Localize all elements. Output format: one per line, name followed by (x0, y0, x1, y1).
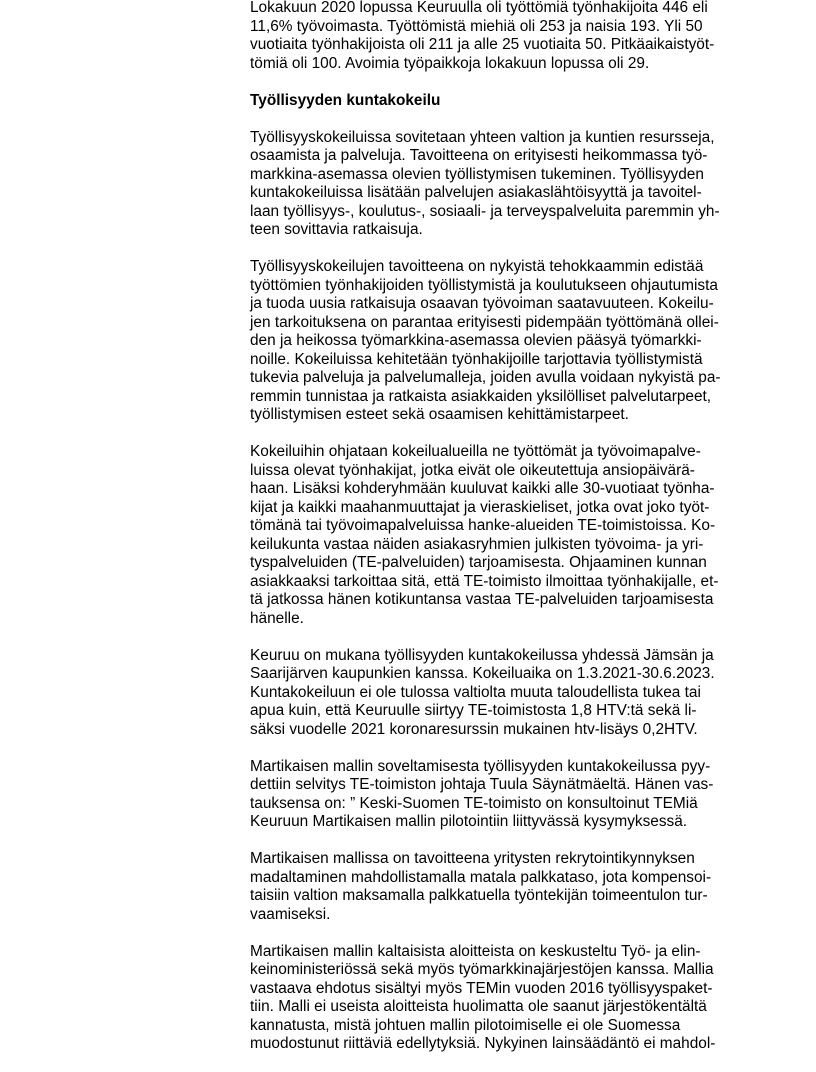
text-line: kannatusta, mistä johtuen mallin pilotoimiselle ei ole Suomessa (250, 1016, 681, 1034)
text-line: työttömien työnhakijoiden työllistymistä ja koulutukseen ohjautumista (250, 276, 718, 294)
paragraph-keuruu (250, 647, 746, 740)
text-line: Keuruu on mukana työllisyyden kuntakokeilussa yhdessä Jämsän ja (250, 646, 714, 664)
text-line: taisiin valtion maksamalla palkkatuella työntekijän toimeentulon tur- (250, 887, 708, 904)
text-line: vastaava ehdotus sisältyi myös TEMin vuoden 2016 työllisyyspaket- (250, 979, 713, 997)
paragraph-goals (250, 258, 746, 425)
text-line: tä jatkossa hänen kotikuntansa vastaa TE-palveluiden tarjoamisesta (250, 591, 714, 608)
text-line: Lokakuun 2020 lopussa Keuruulla oli työttömiä työnhakijoita 446 eli (250, 0, 708, 16)
text-line: tyspalveluiden (TE-palveluiden) tarjoamisesta. Ohjaaminen kunnan (250, 554, 707, 571)
document-page (250, 0, 746, 1072)
text-line: laan työllisyys-, koulutus-, sosiaali- ja terveyspalveluita paremmin yh- (250, 202, 720, 220)
text-line: ja tuoda uusia ratkaisuja osaavan työvoiman saatavuuteen. Kokeilu- (250, 295, 714, 312)
paragraph-martikainen-goal (250, 850, 746, 924)
text-line: säksi vuodelle 2021 koronaresurssin mukainen htv-lisäys 0,2HTV. (250, 720, 698, 738)
paragraph-martikainen-inquiry (250, 758, 746, 832)
text-line: Martikaisen mallissa on tavoitteena yritysten rekrytointikynnyksen (250, 850, 695, 867)
text-line: remmin tunnistaa ja ratkaista asiakkaiden yksilölliset palvelutarpeet, (250, 387, 712, 405)
text-line: apua kuin, että Keuruulle siirtyy TE-toimistosta 1,8 HTV:tä sekä li- (250, 702, 697, 719)
text-line: tukevia palveluja ja palvelumalleja, joiden avulla voidaan nykyistä pa- (250, 369, 721, 386)
text-line: tauksensa on: ” Keski-Suomen TE-toimisto on konsultoinut TEMiä (250, 794, 698, 812)
text-line: tiin. Malli ei useista aloitteista huolimatta ole saanut järjestökentältä (250, 998, 707, 1015)
text-line: den ja heikossa työmarkkina-asemassa olevien pääsyä työmarkki- (250, 332, 702, 349)
text-line: Keuruun Martikaisen mallin pilotointiin liittyvässä kysymyksessä. (250, 813, 688, 830)
text-line: dettiin selvitys TE-toimiston johtaja Tuula Säynätmäeltä. Hänen vas- (250, 776, 714, 793)
text-line: tömänä tai työvoimapalveluissa hanke-alueiden TE-toimistoissa. Ko- (250, 517, 716, 534)
text-line: luissa olevat työnhakijat, jotka eivät ole oikeutettuja ansiopäivärä- (250, 461, 695, 479)
text-line: noille. Kokeiluissa kehitetään työnhakijoille tarjottavia työllistymistä (250, 350, 703, 368)
text-line: vuotiaita työnhakijoista oli 211 ja alle 25 vuotiaita 50. Pitkäaikaistyöt- (250, 36, 715, 53)
text-line: Kokeiluihin ohjataan kokeilualueilla ne työttömät ja työvoimapalve- (250, 443, 701, 460)
text-line: kijat ja kaikki maahanmuuttajat ja vieraskieliset, jotka ovat joko työt- (250, 498, 710, 516)
text-line: vaamiseksi. (250, 905, 331, 923)
text-line: jen tarkoituksena on parantaa erityisesti pidempään työttömänä ollei- (250, 313, 719, 331)
paragraph-martikainen-discussion (250, 943, 746, 1054)
paragraph-target-group (250, 443, 746, 628)
text-line: markkina-asemassa olevien työllistymisen tukeminen. Työllisyyden (250, 165, 704, 183)
text-line: 11,6% työvoimasta. Työttömistä miehiä oli 253 ja naisia 193. Yli 50 (250, 17, 703, 35)
intro-paragraph (250, 0, 746, 73)
text-line: Martikaisen mallin kaltaisista aloitteista on keskusteltu Työ- ja elin- (250, 942, 701, 960)
text-line: hänelle. (250, 609, 304, 627)
text-line: Työllisyyskokeilujen tavoitteena on nykyistä tehokkaammin edistää (250, 258, 704, 275)
text-line: Työllisyyskokeiluissa sovitetaan yhteen valtion ja kuntien resursseja, (250, 128, 715, 146)
text-line: Saarijärven kaupunkien kanssa. Kokeiluaika on 1.3.2021-30.6.2023. (250, 665, 715, 682)
text-line: keilukunta vastaa näiden asiakasryhmien julkisten työvoima- ja yri- (250, 535, 704, 553)
text-line: madaltaminen mahdollistamalla matala palkkataso, jota kompensoi- (250, 868, 712, 886)
text-line: tömiä oli 100. Avoimia työpaikkoja lokakuun lopussa oli 29. (250, 54, 650, 72)
section-heading: Työllisyyden kuntakokeilu (250, 91, 441, 109)
text-line: haan. Lisäksi kohderyhmään kuuluvat kaikki alle 30-vuotiaat työnha- (250, 480, 715, 497)
text-line: osaamista ja palveluja. Tavoitteena on erityisesti heikommassa työ- (250, 147, 708, 164)
text-line: Martikaisen mallin soveltamisesta työllisyyden kuntakokeilussa pyy- (250, 757, 711, 775)
text-line: teen sovittavia ratkaisuja. (250, 221, 423, 238)
text-line: keinoministeriössä sekä myös työmarkkinajärjestöjen kanssa. Mallia (250, 961, 714, 978)
text-line: Kuntakokeiluun ei ole tulossa valtiolta muuta taloudellista tukea tai (250, 683, 701, 701)
paragraph-resources (250, 129, 746, 240)
text-line: kuntakokeiluissa lisätään palvelujen asiakaslähtöisyyttä ja tavoitel- (250, 184, 702, 201)
text-line: työllistymisen esteet sekä osaamisen kehittämistarpeet. (250, 406, 629, 423)
text-line: muodostunut riittäviä edellytyksiä. Nykyinen lainsäädäntö ei mahdol- (250, 1035, 716, 1052)
text-line: asiakkaaksi tarkoittaa sitä, että TE-toimisto ilmoittaa työnhakijalle, et- (250, 572, 719, 590)
